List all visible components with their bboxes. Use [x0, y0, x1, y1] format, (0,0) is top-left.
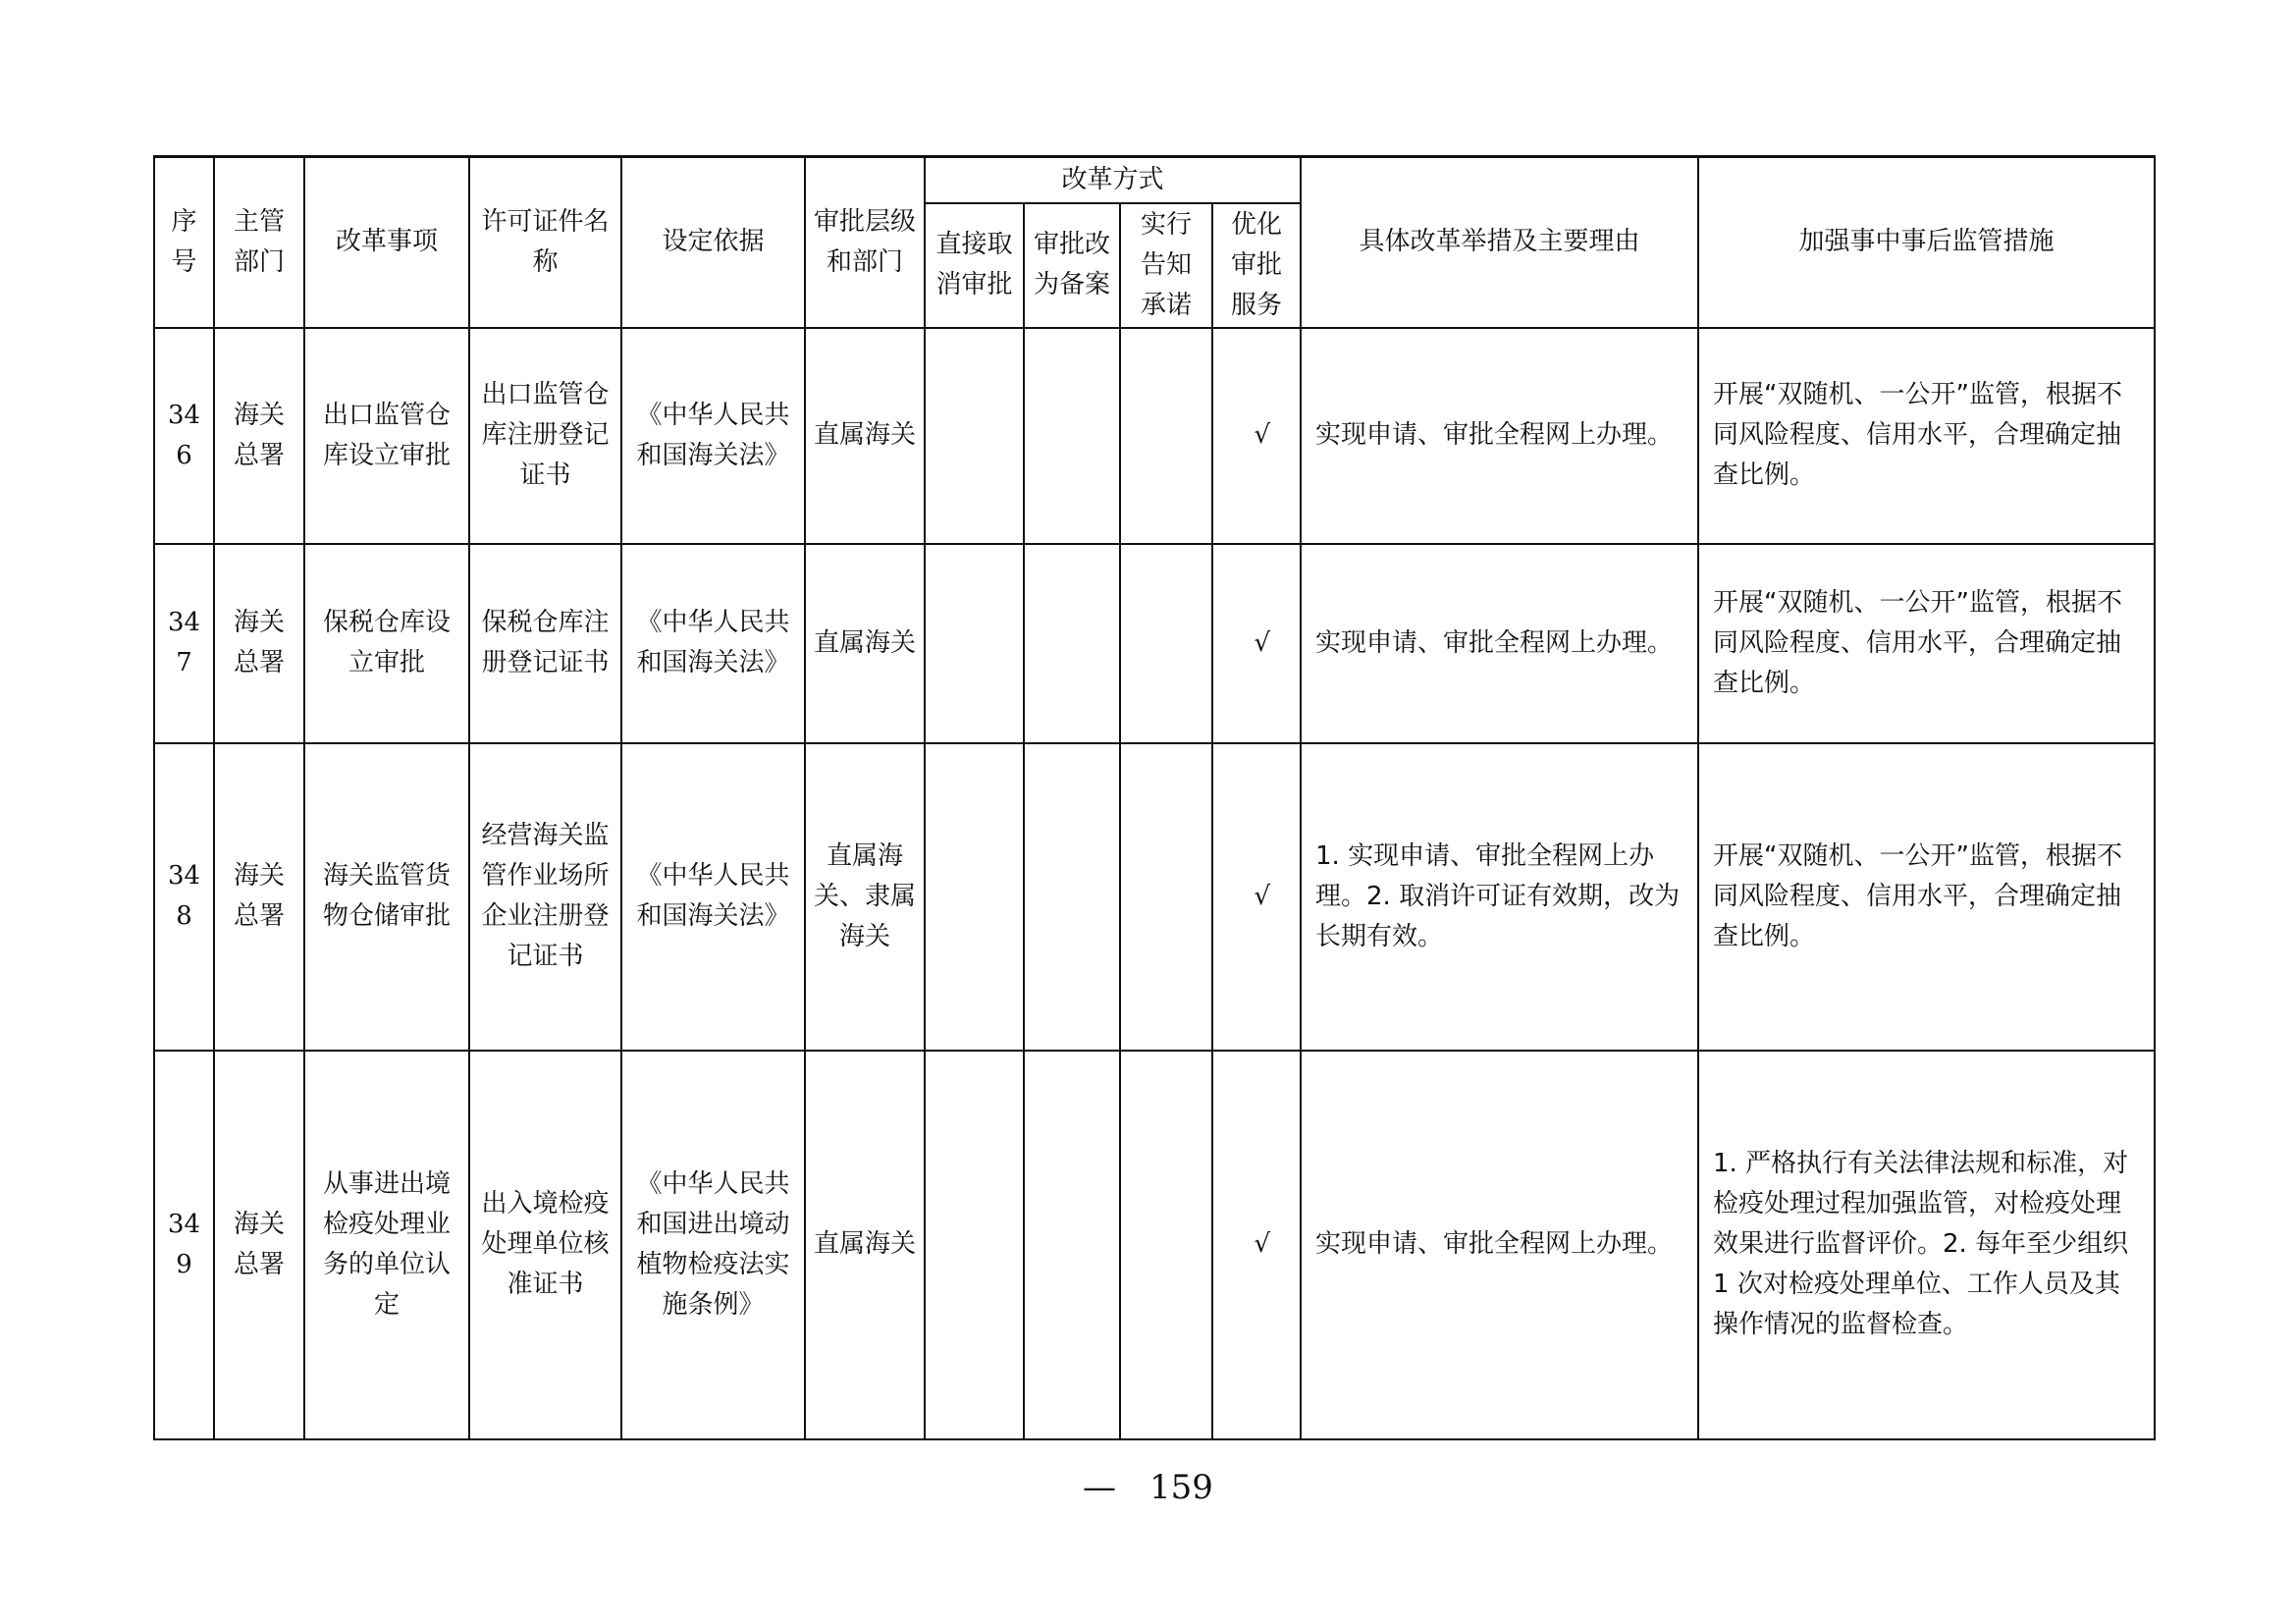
- page-footer: [0, 1468, 2296, 1507]
- cell-method-optimize: √: [1212, 743, 1301, 1051]
- cell-basis: 《中华人民共和国海关法》: [621, 743, 805, 1051]
- cell-method-filing: [1024, 1051, 1120, 1439]
- cell-method-optimize: √: [1212, 1051, 1301, 1439]
- cell-supervision: 开展“双随机、一公开”监管，根据不同风险程度、信用水平，合理确定抽查比例。: [1698, 544, 2155, 743]
- cell-method-optimize: √: [1212, 328, 1301, 544]
- header-method-notify: 实行告知承诺: [1120, 203, 1212, 328]
- cell-method-notify: [1120, 743, 1212, 1051]
- header-method-filing: 审批改为备案: [1024, 203, 1120, 328]
- header-item: 改革事项: [304, 157, 469, 328]
- cell-method-filing: [1024, 743, 1120, 1051]
- cell-measures: 实现申请、审批全程网上办理。: [1301, 328, 1698, 544]
- cell-basis: 《中华人民共和国进出境动植物检疫法实施条例》: [621, 1051, 805, 1439]
- cell-method-cancel: [925, 743, 1024, 1051]
- header-dept: 主管部门: [214, 157, 304, 328]
- cell-supervision: 开展“双随机、一公开”监管，根据不同风险程度、信用水平，合理确定抽查比例。: [1698, 328, 2155, 544]
- cell-seq: 348: [154, 743, 214, 1051]
- cell-dept: 海关总署: [214, 1051, 304, 1439]
- cell-method-notify: [1120, 328, 1212, 544]
- cell-item: 出口监管仓库设立审批: [304, 328, 469, 544]
- table-row: [154, 328, 2155, 544]
- cell-method-notify: [1120, 1051, 1212, 1439]
- cell-method-cancel: [925, 544, 1024, 743]
- header-basis: 设定依据: [621, 157, 805, 328]
- cell-seq: 347: [154, 544, 214, 743]
- cell-method-optimize: √: [1212, 544, 1301, 743]
- footer-dash: —: [1083, 1468, 1117, 1507]
- cell-basis: 《中华人民共和国海关法》: [621, 544, 805, 743]
- cell-item: 从事进出境检疫处理业务的单位认定: [304, 1051, 469, 1439]
- cell-method-cancel: [925, 1051, 1024, 1439]
- cell-license: 出入境检疫处理单位核准证书: [469, 1051, 621, 1439]
- cell-measures: 1. 实现申请、审批全程网上办理。2. 取消许可证有效期，改为长期有效。: [1301, 743, 1698, 1051]
- header-license: 许可证件名称: [469, 157, 621, 328]
- cell-license: 出口监管仓库注册登记证书: [469, 328, 621, 544]
- cell-dept: 海关总署: [214, 544, 304, 743]
- header-supervision: 加强事中事后监管措施: [1698, 157, 2155, 328]
- header-measures: 具体改革举措及主要理由: [1301, 157, 1698, 328]
- cell-supervision: 开展“双随机、一公开”监管，根据不同风险程度、信用水平，合理确定抽查比例。: [1698, 743, 2155, 1051]
- cell-supervision: 1. 严格执行有关法律法规和标准，对检疫处理过程加强监管，对检疫处理效果进行监督评价。2. 每年至少组织 1 次对检疫处理单位、工作人员及其操作情况的监督检查。: [1698, 1051, 2155, 1439]
- header-method-group: 改革方式: [925, 157, 1301, 203]
- table-row: [154, 544, 2155, 743]
- cell-method-cancel: [925, 328, 1024, 544]
- cell-dept: 海关总署: [214, 328, 304, 544]
- cell-method-filing: [1024, 544, 1120, 743]
- header-method-cancel: 直接取消审批: [925, 203, 1024, 328]
- header-level: 审批层级和部门: [805, 157, 925, 328]
- table-row: [154, 1051, 2155, 1439]
- cell-license: 经营海关监管作业场所企业注册登记证书: [469, 743, 621, 1051]
- cell-item: 保税仓库设立审批: [304, 544, 469, 743]
- header-seq: 序号: [154, 157, 214, 328]
- cell-level: 直属海关: [805, 1051, 925, 1439]
- cell-basis: 《中华人民共和国海关法》: [621, 328, 805, 544]
- cell-method-notify: [1120, 544, 1212, 743]
- cell-seq: 349: [154, 1051, 214, 1439]
- cell-measures: 实现申请、审批全程网上办理。: [1301, 544, 1698, 743]
- cell-method-filing: [1024, 328, 1120, 544]
- cell-dept: 海关总署: [214, 743, 304, 1051]
- cell-item: 海关监管货物仓储审批: [304, 743, 469, 1051]
- page-number: 159: [1149, 1468, 1213, 1507]
- header-method-optimize: 优化审批服务: [1212, 203, 1301, 328]
- cell-level: 直属海关: [805, 544, 925, 743]
- cell-seq: 346: [154, 328, 214, 544]
- cell-measures: 实现申请、审批全程网上办理。: [1301, 1051, 1698, 1439]
- cell-license: 保税仓库注册登记证书: [469, 544, 621, 743]
- cell-level: 直属海关、隶属海关: [805, 743, 925, 1051]
- reform-table: [153, 155, 2156, 1440]
- cell-level: 直属海关: [805, 328, 925, 544]
- table-row: [154, 743, 2155, 1051]
